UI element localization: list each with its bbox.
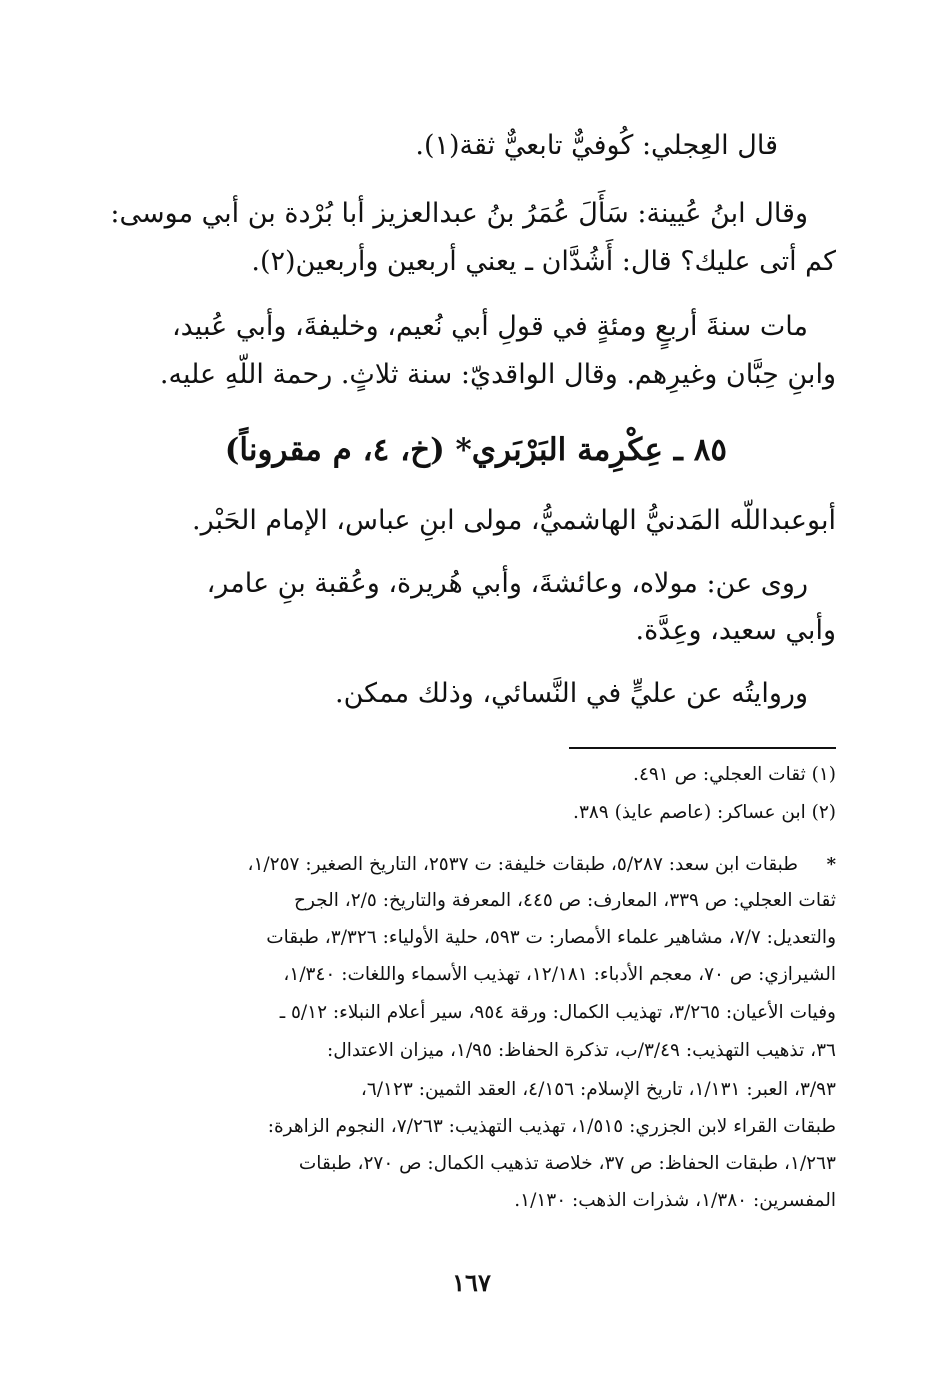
page-number: ١٦٧ bbox=[452, 1268, 491, 1297]
sources-line: والتعديل: ٧/٧، مشاهير علماء الأمصار: ت ٥٩٣، حلية الأولياء: ٣/٣٢٦، طبقات bbox=[266, 927, 836, 948]
entry-heading: ٨٥ ـ عِكْرِمة البَرْبَري* (خ، ٤، م مقروناً) bbox=[224, 432, 727, 468]
sources-line: طبقات ابن سعد: ٥/٢٨٧، طبقات خليفة: ت ٢٥٣٧، التاريخ الصغير: ١/٢٥٧، bbox=[247, 854, 798, 875]
sources-line: ثقات العجلي: ص ٣٣٩، المعارف: ص ٤٤٥، المعرفة والتاريخ: ٢/٥، الجرح bbox=[294, 890, 836, 911]
text-line: قال العِجلي: كُوفيٌّ تابعيٌّ ثقة(١). bbox=[415, 130, 778, 161]
sources-line: طبقات القراء لابن الجزري: ١/٥١٥، تهذيب التهذيب: ٧/٢٦٣، النجوم الزاهرة: bbox=[267, 1116, 836, 1137]
text-line: كم أتى عليك؟ قال: أَشُدَّان ـ يعني أربعين وأربعين(٢). bbox=[251, 246, 836, 277]
footnote: (١) ثقات العجلي: ص ٤٩١. bbox=[633, 764, 836, 785]
bio-line: أبوعبداللّه المَدنيُّ الهاشميُّ، مولى ابنِ عباس، الإمام الحَبْر. bbox=[192, 505, 836, 536]
text-line: مات سنةَ أربعٍ ومئةٍ في قولِ أبي نُعيم، وخليفةَ، وأبي عُبيد، bbox=[171, 311, 808, 342]
sources-marker: * bbox=[826, 854, 836, 875]
text-line: وابنِ حِبَّان وغيرِهم. وقال الواقديّ: سنة ثلاثٍ. رحمة اللّهِ عليه. bbox=[159, 359, 836, 390]
sources-line: ٣٦، تذهيب التهذيب: ٣/٤٩/ب، تذكرة الحفاظ: ١/٩٥، ميزان الاعتدال: bbox=[327, 1040, 836, 1061]
footnote: (٢) ابن عساكر: (عاصم عايذ) ٣٨٩. bbox=[573, 802, 836, 823]
sources-line: ١/٢٦٣، طبقات الحفاظ: ص ٣٧، خلاصة تذهيب الكمال: ص ٢٧٠، طبقات bbox=[298, 1153, 836, 1174]
sources-line: المفسرين: ١/٣٨٠، شذرات الذهب: ١/١٣٠. bbox=[514, 1190, 836, 1211]
sources-line: الشيرازي: ص ٧٠، معجم الأدباء: ١٢/١٨١، تهذيب الأسماء واللغات: ١/٣٤٠، bbox=[283, 964, 836, 985]
bio-line: وأبي سعيد، وعِدَّة. bbox=[635, 615, 836, 646]
bio-line: وروايتُه عن عليٍّ في النَّسائي، وذلك ممكن. bbox=[335, 678, 808, 709]
bio-line: روى عن: مولاه، وعائشةَ، وأبي هُريرة، وعُقبة بنِ عامر، bbox=[206, 568, 808, 599]
sources-line: وفيات الأعيان: ٣/٢٦٥، تهذيب الكمال: ورقة ٩٥٤، سير أعلام النبلاء: ٥/١٢ ـ bbox=[279, 1002, 836, 1023]
sources-line: ٣/٩٣، العبر: ١/١٣١، تاريخ الإسلام: ٤/١٥٦، العقد الثمين: ٦/١٢٣، bbox=[360, 1079, 836, 1100]
text-line: وقال ابنُ عُيينة: سَأَلَ عُمَرُ بنُ عبدالعزيز أبا بُرْدة بن أبي موسى: bbox=[110, 198, 808, 229]
footnote-rule bbox=[569, 747, 836, 749]
